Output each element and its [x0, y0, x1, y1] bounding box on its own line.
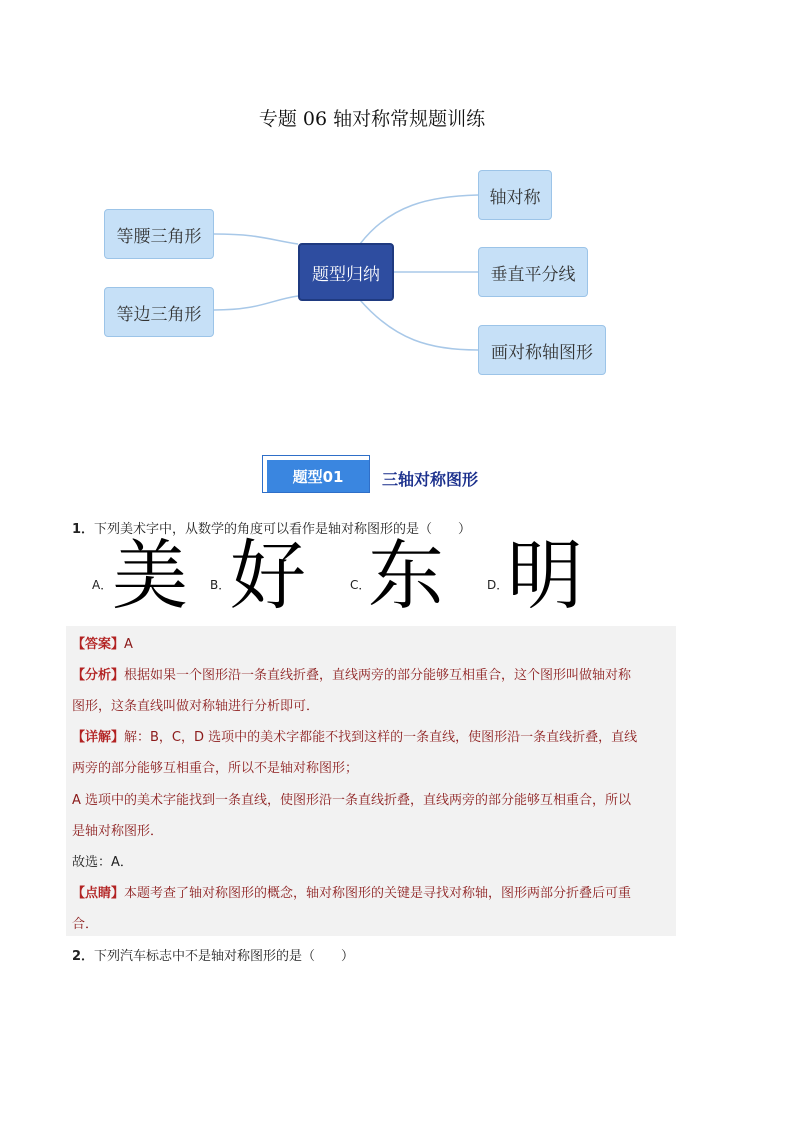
- comment-line-1: [72, 882, 631, 901]
- mindmap-node-axis-symmetry: 轴对称: [478, 170, 552, 220]
- option-c-glyph: 东: [368, 531, 444, 620]
- connector-left-2: [214, 296, 298, 310]
- detail-line-4: 是轴对称图形．: [72, 824, 164, 839]
- question-1-number: 1．: [72, 522, 95, 537]
- detail-line-2: 两旁的部分能够互相重合，所以不是轴对称图形；: [72, 761, 359, 776]
- connector-left-1: [214, 234, 298, 244]
- section-badge-label: 题型01: [267, 460, 369, 492]
- detail-line-3: A 选项中的美术字能找到一条直线，使图形沿一条直线折叠，直线两旁的部分能够互相重合，所以: [72, 793, 632, 808]
- option-d-letter: D．: [487, 578, 509, 592]
- option-a-glyph: 美: [112, 531, 188, 620]
- answer-line: [72, 633, 133, 652]
- comment-text-1: 本题考查了轴对称图形的概念，轴对称图形的关键是寻找对称轴，图形两部分折叠后可重: [124, 886, 632, 901]
- question-1-text: 下列美术字中，从数学的角度可以看作是轴对称图形的是（ ）: [94, 522, 472, 537]
- option-a-letter: A．: [92, 578, 113, 592]
- analysis-text-1: 根据如果一个图形沿一条直线折叠，直线两旁的部分能够互相重合，这个图形叫做轴对称: [124, 668, 632, 683]
- section-badge: [262, 455, 374, 497]
- analysis-tag: 【分析】: [72, 668, 125, 683]
- choose-line: [72, 851, 133, 870]
- detail-text-1: 解：B，C，D 选项中的美术字都能不找到这样的一条直线，使图形沿一条直线折叠，直线: [124, 730, 638, 745]
- section-title: 三轴对称图形: [382, 470, 479, 489]
- detail-tag: 【详解】: [72, 730, 125, 745]
- connector-right-3: [360, 300, 478, 350]
- mindmap-node-isosceles: 等腰三角形: [104, 209, 214, 259]
- mindmap-node-perpendicular-bisector: 垂直平分线: [478, 247, 588, 297]
- detail-line-1: [72, 726, 637, 745]
- question-2: [72, 945, 354, 964]
- option-c-letter: C．: [350, 578, 371, 592]
- choose-text: 故选：A．: [72, 855, 133, 870]
- page-title: 专题 06 轴对称常规题训练: [258, 108, 486, 130]
- answer-tag: 【答案】: [72, 637, 125, 652]
- answer-value: A: [124, 637, 133, 652]
- analysis-line-2: 图形，这条直线叫做对称轴进行分析即可．: [72, 699, 320, 714]
- option-b-glyph: 好: [230, 531, 306, 620]
- question-2-text: 下列汽车标志中不是轴对称图形的是（ ）: [94, 949, 355, 964]
- mindmap-node-equilateral: 等边三角形: [104, 287, 214, 337]
- option-b-letter: B．: [210, 578, 231, 592]
- comment-line-2: 合．: [72, 917, 99, 932]
- mindmap-center-node: 题型归纳: [298, 243, 394, 301]
- comment-tag: 【点睛】: [72, 886, 125, 901]
- mindmap-node-draw-axis: 画对称轴图形: [478, 325, 606, 375]
- analysis-line-1: [72, 664, 631, 683]
- connector-right-1: [360, 195, 478, 244]
- option-d-glyph: 明: [507, 531, 583, 620]
- question-2-number: 2．: [72, 949, 95, 964]
